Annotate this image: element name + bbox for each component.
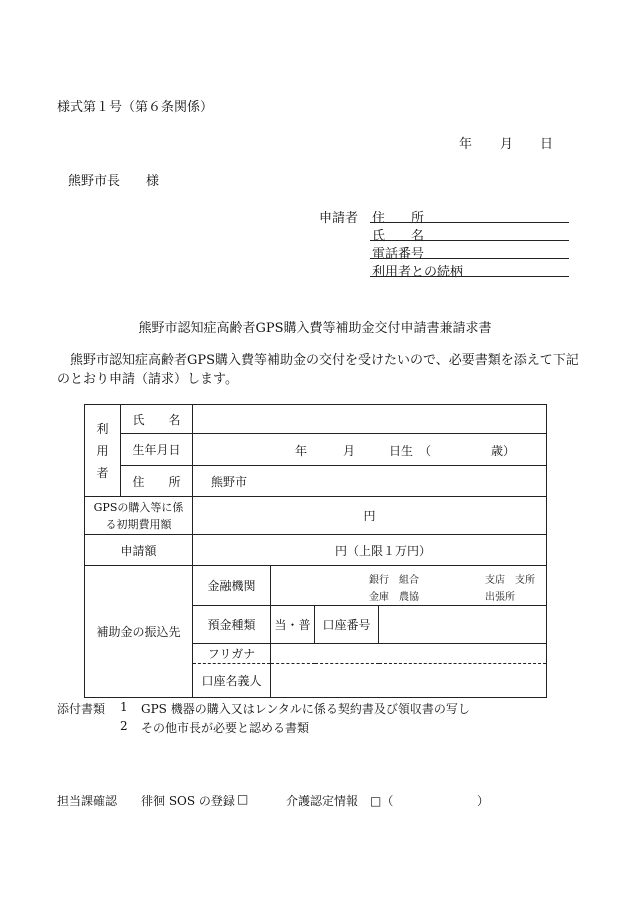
- request-amount-label: 申請額: [85, 535, 193, 566]
- applicant-phone-label: 電話番号: [372, 247, 425, 262]
- bank-opt-1: 銀行 組合: [369, 575, 419, 586]
- care-info-checkbox[interactable]: □（: [370, 794, 394, 808]
- care-info-close: ）: [477, 794, 490, 808]
- branch-opt-1: 支店 支所: [485, 575, 535, 586]
- request-amount-unit: 円（上限１万円）: [335, 543, 432, 558]
- date-year-label: 年: [459, 137, 473, 152]
- bank-label: 金融機関: [193, 566, 271, 606]
- applicant-phone-line[interactable]: [370, 258, 569, 259]
- application-table: [84, 404, 547, 698]
- gps-cost-unit: 円: [363, 509, 376, 523]
- account-number-label: 口座番号: [315, 606, 379, 644]
- document-title: 熊野市認知症高齢者GPS購入費等補助金交付申請書兼請求書: [138, 321, 492, 336]
- applicant-name-line[interactable]: [370, 240, 569, 241]
- user-address-value: 熊野市: [211, 474, 248, 489]
- sos-checkbox[interactable]: □: [237, 792, 249, 806]
- dob-year-label: 年: [295, 444, 308, 458]
- furigana-label: フリガナ: [193, 644, 271, 664]
- user-name-label: 氏 名: [121, 405, 193, 434]
- dob-day-age-label: 日生 （ 歳）: [389, 444, 516, 458]
- gps-cost-label: [85, 497, 193, 535]
- account-holder-field[interactable]: [271, 664, 547, 698]
- bank-opt-2: 金庫 農協: [369, 592, 419, 603]
- attachment-1-text: GPS 機器の購入又はレンタルに係る契約書及び領収書の写し: [141, 702, 470, 716]
- deposit-type-value[interactable]: 当・普: [271, 606, 315, 644]
- date-day-label: 日: [540, 137, 554, 152]
- care-info-label: 介護認定情報: [286, 794, 359, 808]
- dept-check-label: 担当課確認: [57, 794, 118, 808]
- gps-cost-field[interactable]: [193, 497, 547, 535]
- intro-line-2: のとおり申請（請求）します。: [57, 372, 238, 387]
- deposit-type-label: 預金種類: [193, 606, 271, 644]
- furigana-field[interactable]: [271, 644, 547, 664]
- dob-month-label: 月: [343, 444, 356, 458]
- form-number: 様式第１号（第６条関係）: [57, 100, 214, 115]
- transfer-label: 補助金の振込先: [85, 566, 193, 698]
- user-group-cell: [85, 405, 121, 497]
- branch-opt-2: 出張所: [485, 592, 515, 603]
- intro-line-1: 熊野市認知症高齢者GPS購入費等補助金の交付を受けたいので、必要書類を添えて下記: [70, 353, 579, 368]
- user-group-char-2: 用: [96, 443, 109, 458]
- sos-registration-label: 徘徊 SOS の登録: [141, 794, 235, 808]
- attachment-1-number: 1: [120, 700, 128, 714]
- user-name-field[interactable]: [193, 405, 547, 434]
- user-dob-label: 生年月日: [121, 434, 193, 466]
- attachment-2-text: その他市長が必要と認める書類: [141, 721, 310, 735]
- applicant-address-label: 住 所: [372, 211, 425, 226]
- date-month-label: 月: [500, 137, 514, 152]
- user-group-char-1: 利: [96, 421, 109, 436]
- applicant-address-line[interactable]: [370, 222, 569, 223]
- applicant-relation-label: 利用者との続柄: [372, 265, 464, 280]
- addressee: 熊野市長 様: [68, 174, 160, 189]
- applicant-relation-line[interactable]: [370, 276, 569, 277]
- user-address-field[interactable]: [193, 466, 547, 497]
- user-address-label: 住 所: [121, 466, 193, 497]
- account-number-field[interactable]: [379, 606, 547, 644]
- gps-cost-label-line-1: GPSの購入等に係: [93, 500, 184, 514]
- attachments-label: 添付書類: [57, 702, 106, 716]
- user-group-char-3: 者: [96, 465, 109, 480]
- request-amount-field[interactable]: [193, 535, 547, 566]
- bank-field[interactable]: [271, 566, 547, 606]
- user-dob-field[interactable]: [193, 434, 547, 466]
- account-holder-label: 口座名義人: [193, 664, 271, 698]
- applicant-name-label: 氏 名: [372, 229, 425, 244]
- attachment-2-number: 2: [120, 719, 128, 733]
- applicant-label: 申請者: [319, 211, 359, 226]
- gps-cost-label-line-2: る初期費用額: [105, 517, 172, 531]
